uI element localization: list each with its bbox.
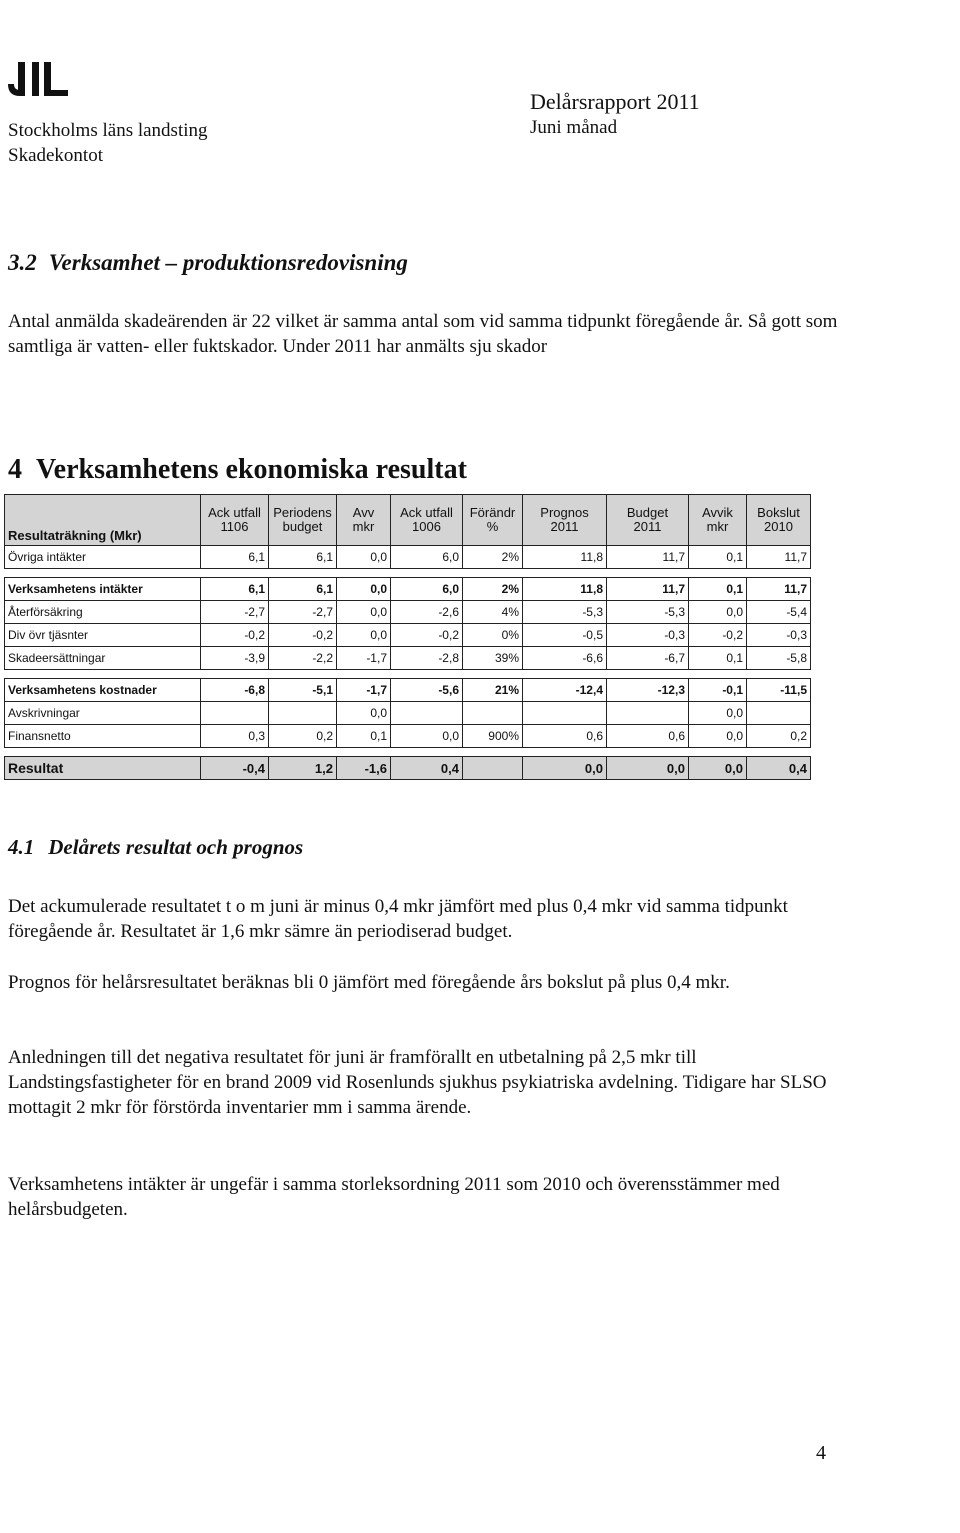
column-header: Resultaträkning (Mkr)	[5, 495, 201, 546]
table-cell: 0,2	[747, 725, 811, 748]
sll-logo	[8, 60, 70, 98]
table-cell	[201, 702, 269, 725]
table-row	[5, 624, 811, 647]
spacer-cell	[201, 748, 269, 757]
section-4-heading	[8, 454, 467, 486]
table-cell: 21%	[463, 679, 523, 702]
table-cell: -0,3	[607, 624, 689, 647]
table-cell: 39%	[463, 647, 523, 670]
table-row	[5, 757, 811, 780]
row-label: Resultat	[5, 757, 201, 780]
spacer-cell	[747, 569, 811, 578]
column-header: Prognos 2011	[523, 495, 607, 546]
table-cell: 0,0	[689, 601, 747, 624]
row-label: Övriga intäkter	[5, 546, 201, 569]
table-cell: -0,2	[391, 624, 463, 647]
table-cell: 6,1	[269, 578, 337, 601]
organization-name	[8, 118, 208, 168]
table-cell: 0,0	[391, 725, 463, 748]
table-cell: 0,6	[523, 725, 607, 748]
table-cell: 11,7	[747, 546, 811, 569]
spacer-cell	[607, 748, 689, 757]
table-cell: 11,8	[523, 546, 607, 569]
table-cell: -1,7	[337, 647, 391, 670]
spacer-cell	[689, 670, 747, 679]
table-cell: -5,3	[607, 601, 689, 624]
table-cell	[463, 757, 523, 780]
table-cell	[523, 702, 607, 725]
table-cell: 0,0	[523, 757, 607, 780]
spacer-cell	[607, 569, 689, 578]
table-cell: -0,3	[747, 624, 811, 647]
column-header: Förändr %	[463, 495, 523, 546]
table-cell: 0,0	[689, 702, 747, 725]
spacer-cell	[269, 670, 337, 679]
paragraph: Prognos för helårsresultatet beräknas bli 0 jämfört med föregående års bokslut på plus 0,4 mkr.	[8, 972, 730, 993]
table-cell: 11,7	[747, 578, 811, 601]
spacer-cell	[391, 670, 463, 679]
table-cell	[463, 702, 523, 725]
table-cell: 0,0	[337, 624, 391, 647]
table-cell: -6,7	[607, 647, 689, 670]
table-cell: 0,4	[391, 757, 463, 780]
spacer-cell	[391, 748, 463, 757]
spacer-cell	[201, 670, 269, 679]
row-spacer	[5, 569, 811, 578]
table-cell: 6,1	[201, 578, 269, 601]
spacer-cell	[523, 748, 607, 757]
table-cell: 0,0	[337, 601, 391, 624]
paragraph: Anledningen till det negativa resultatet för juni är framförallt en utbetalning på 2,5 mkr till Landstingsfastigheter för en brand 2009 vid Rosenlunds sjukhus psykiatriska avdelning. Tidigare har SLSO mottagit 2 mkr för förstörda inventarier mm i samma ärende.	[8, 1047, 827, 1118]
section-title: Verksamhet – produktionsredovisning	[48, 250, 408, 275]
row-spacer	[5, 670, 811, 679]
table-cell	[747, 702, 811, 725]
table-cell: -5,8	[747, 647, 811, 670]
table-cell: -0,5	[523, 624, 607, 647]
table-cell: -12,4	[523, 679, 607, 702]
table-cell	[607, 702, 689, 725]
table-row	[5, 647, 811, 670]
column-header: Budget 2011	[607, 495, 689, 546]
table-cell: -2,8	[391, 647, 463, 670]
column-header: Bokslut 2010	[747, 495, 811, 546]
table-cell: 0,6	[607, 725, 689, 748]
table-cell: 2%	[463, 578, 523, 601]
spacer-cell	[5, 569, 201, 578]
spacer-cell	[5, 748, 201, 757]
column-header: Avvik mkr	[689, 495, 747, 546]
table-cell: -5,4	[747, 601, 811, 624]
section-3-2-heading	[8, 250, 408, 276]
table-cell: -12,3	[607, 679, 689, 702]
table-cell: 1,2	[269, 757, 337, 780]
table-cell: -2,2	[269, 647, 337, 670]
table-cell: 0%	[463, 624, 523, 647]
report-title: Delårsrapport 2011	[530, 89, 700, 114]
table-cell: 0,3	[201, 725, 269, 748]
spacer-cell	[337, 748, 391, 757]
table-cell: -2,7	[269, 601, 337, 624]
paragraph: Det ackumulerade resultatet t o m juni är minus 0,4 mkr jämfört med plus 0,4 mkr vid samma tidpunkt föregående år. Resultatet är 1,6 mkr sämre än periodiserad budget.	[8, 896, 788, 942]
org-line-1: Stockholms läns landsting	[8, 120, 208, 141]
table-cell: 0,0	[689, 725, 747, 748]
table-row	[5, 679, 811, 702]
spacer-cell	[5, 670, 201, 679]
table-cell: 0,0	[337, 702, 391, 725]
table-cell: 11,7	[607, 546, 689, 569]
spacer-cell	[463, 569, 523, 578]
report-info	[530, 88, 700, 140]
spacer-cell	[337, 670, 391, 679]
spacer-cell	[269, 748, 337, 757]
table-header-row	[5, 495, 811, 546]
table-cell: -0,1	[689, 679, 747, 702]
table-cell: 0,1	[337, 725, 391, 748]
table-cell: -2,7	[201, 601, 269, 624]
spacer-cell	[689, 748, 747, 757]
table-cell: -1,6	[337, 757, 391, 780]
row-spacer	[5, 748, 811, 757]
spacer-cell	[463, 670, 523, 679]
table-cell: -2,6	[391, 601, 463, 624]
row-label: Återförsäkring	[5, 601, 201, 624]
table-row	[5, 578, 811, 601]
table-cell: -11,5	[747, 679, 811, 702]
spacer-cell	[607, 670, 689, 679]
table-cell: -0,2	[689, 624, 747, 647]
table-cell: -5,3	[523, 601, 607, 624]
table-cell: 2%	[463, 546, 523, 569]
table-cell: -3,9	[201, 647, 269, 670]
table-cell: 11,8	[523, 578, 607, 601]
table-cell: 6,0	[391, 578, 463, 601]
report-period: Juni månad	[530, 117, 618, 138]
table-cell	[391, 702, 463, 725]
table-cell: -0,4	[201, 757, 269, 780]
table-cell: 0,2	[269, 725, 337, 748]
table-cell	[269, 702, 337, 725]
table-cell: 6,1	[201, 546, 269, 569]
table-cell: -5,1	[269, 679, 337, 702]
spacer-cell	[391, 569, 463, 578]
spacer-cell	[337, 569, 391, 578]
table-cell: 6,1	[269, 546, 337, 569]
table-cell: 0,0	[337, 578, 391, 601]
table-cell: 4%	[463, 601, 523, 624]
table-row	[5, 725, 811, 748]
table-cell: 0,0	[337, 546, 391, 569]
table-cell: 0,1	[689, 546, 747, 569]
table-cell: -0,2	[201, 624, 269, 647]
row-label: Verksamhetens kostnader	[5, 679, 201, 702]
row-label: Verksamhetens intäkter	[5, 578, 201, 601]
table-cell: 900%	[463, 725, 523, 748]
table-cell: -6,8	[201, 679, 269, 702]
row-label: Skadeersättningar	[5, 647, 201, 670]
org-line-2: Skadekontot	[8, 145, 103, 166]
table-cell: 11,7	[607, 578, 689, 601]
page-number: 4	[816, 1442, 826, 1464]
table-cell: -0,2	[269, 624, 337, 647]
spacer-cell	[747, 670, 811, 679]
table-cell: 0,0	[689, 757, 747, 780]
spacer-cell	[523, 670, 607, 679]
income-statement-table	[4, 494, 810, 780]
table-cell: 6,0	[391, 546, 463, 569]
table-cell: 0,1	[689, 578, 747, 601]
spacer-cell	[201, 569, 269, 578]
column-header: Ack utfall 1106	[201, 495, 269, 546]
income-statement	[4, 494, 811, 780]
spacer-cell	[689, 569, 747, 578]
spacer-cell	[269, 569, 337, 578]
spacer-cell	[463, 748, 523, 757]
table-cell: 0,1	[689, 647, 747, 670]
table-row	[5, 546, 811, 569]
table-cell: -1,7	[337, 679, 391, 702]
table-cell: -5,6	[391, 679, 463, 702]
section-number: 4.1	[8, 835, 35, 859]
column-header: Ack utfall 1006	[391, 495, 463, 546]
sll-logo-icon	[8, 60, 70, 98]
row-label: Div övr tjäsnter	[5, 624, 201, 647]
spacer-cell	[523, 569, 607, 578]
row-label: Finansnetto	[5, 725, 201, 748]
section-3-2-text: Antal anmälda skadeärenden är 22 vilket är samma antal som vid samma tidpunkt föregående år. Så gott som samtliga är vatten- eller fuktskador. Under 2011 har anmälts sju skador	[8, 311, 838, 357]
table-row	[5, 601, 811, 624]
section-number: 3.2	[8, 250, 37, 275]
row-label: Avskrivningar	[5, 702, 201, 725]
table-row	[5, 702, 811, 725]
table-cell: 0,0	[607, 757, 689, 780]
table-cell: 0,4	[747, 757, 811, 780]
paragraph: Verksamhetens intäkter är ungefär i samma storleksordning 2011 som 2010 och överensstämmer med helårsbudgeten.	[8, 1174, 780, 1220]
spacer-cell	[747, 748, 811, 757]
column-header: Avv mkr	[337, 495, 391, 546]
section-title: Verksamhetens ekonomiska resultat	[36, 454, 467, 485]
section-title: Delårets resultat och prognos	[48, 835, 304, 859]
section-number: 4	[8, 454, 22, 485]
column-header: Periodens budget	[269, 495, 337, 546]
section-4-1-heading	[8, 835, 303, 860]
table-cell: -6,6	[523, 647, 607, 670]
